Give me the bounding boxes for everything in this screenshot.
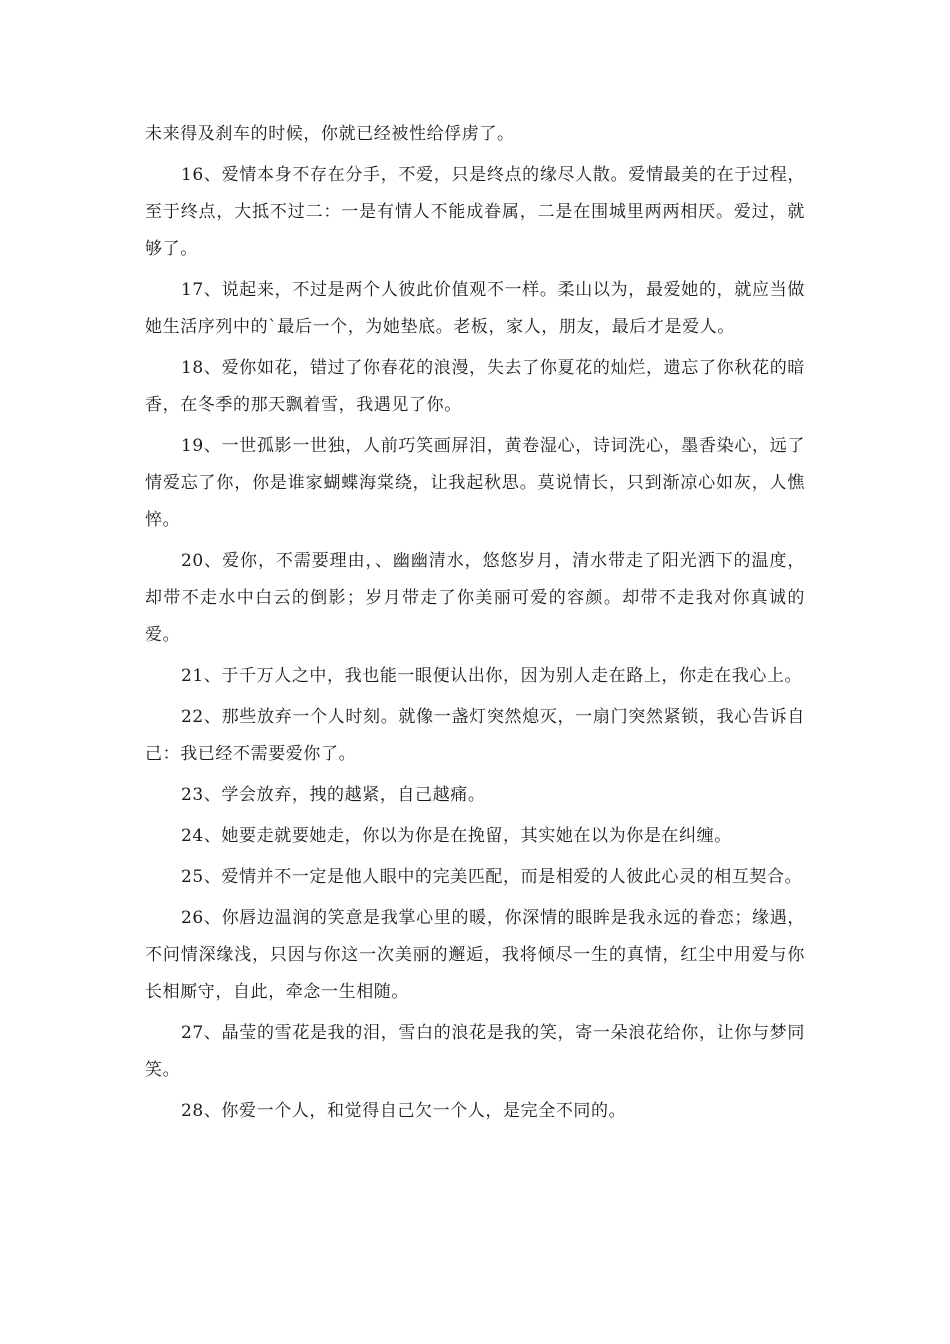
paragraph-17: 17、说起来，不过是两个人彼此价值观不一样。柔山以为，最爱她的，就应当做她生活序列中的`最后一个，为她垫底。老板，家人，朋友，最后才是爱人。 bbox=[145, 280, 805, 337]
paragraph-23: 23、学会放弃，拽的越紧，自己越痛。 bbox=[181, 785, 486, 805]
paragraph-16: 16、爱情本身不存在分手，不爱，只是终点的缘尽人散。爱情最美的在于过程，至于终点，大抵不过二：一是有情人不能成眷属，二是在围城里两两相厌。爱过，就够了。 bbox=[145, 165, 805, 259]
paragraph-continued: 未来得及刹车的时候，你就已经被性给俘虏了。 bbox=[145, 124, 515, 144]
paragraph-28: 28、你爱一个人，和觉得自己欠一个人，是完全不同的。 bbox=[181, 1101, 627, 1121]
paragraph-21: 21、于千万人之中，我也能一眼便认出你，因为别人走在路上，你走在我心上。 bbox=[181, 666, 803, 686]
paragraph-25: 25、爱情并不一定是他人眼中的完美匹配，而是相爱的人彼此心灵的相互契合。 bbox=[181, 867, 803, 887]
paragraph-20: 20、爱你，不需要理由，、幽幽清水，悠悠岁月，清水带走了阳光洒下的温度，却带不走水中白云的倒影；岁月带走了你美丽可爱的容颜。却带不走我对你真诚的爱。 bbox=[145, 551, 805, 645]
paragraph-19: 19、一世孤影一世独，人前巧笑画屏泪，黄卷湿心，诗词洗心，墨香染心，远了情爱忘了你，你是谁家蝴蝶海棠绕，让我起秋思。莫说情长，只到渐凉心如灰，人憔悴。 bbox=[145, 436, 805, 530]
paragraph-27: 27、晶莹的雪花是我的泪，雪白的浪花是我的笑，寄一朵浪花给你，让你与梦同笑。 bbox=[145, 1023, 805, 1080]
paragraph-26: 26、你唇边温润的笑意是我掌心里的暖，你深情的眼眸是我永远的眷恋；缘遇，不问情深缘浅，只因与你这一次美丽的邂逅，我将倾尽一生的真情，红尘中用爱与你长相厮守，自此，牵念一生相随。 bbox=[145, 908, 805, 1002]
paragraph-24: 24、她要走就要她走，你以为你是在挽留，其实她在以为你是在纠缠。 bbox=[181, 826, 732, 846]
paragraph-22: 22、那些放弃一个人时刻。就像一盏灯突然熄灭，一扇门突然紧锁，我心告诉自己：我已经不需要爱你了。 bbox=[145, 707, 805, 764]
document-body bbox=[145, 116, 805, 1134]
paragraph-18: 18、爱你如花，错过了你春花的浪漫，失去了你夏花的灿烂，遗忘了你秋花的暗香，在冬季的那天飘着雪，我遇见了你。 bbox=[145, 358, 805, 415]
